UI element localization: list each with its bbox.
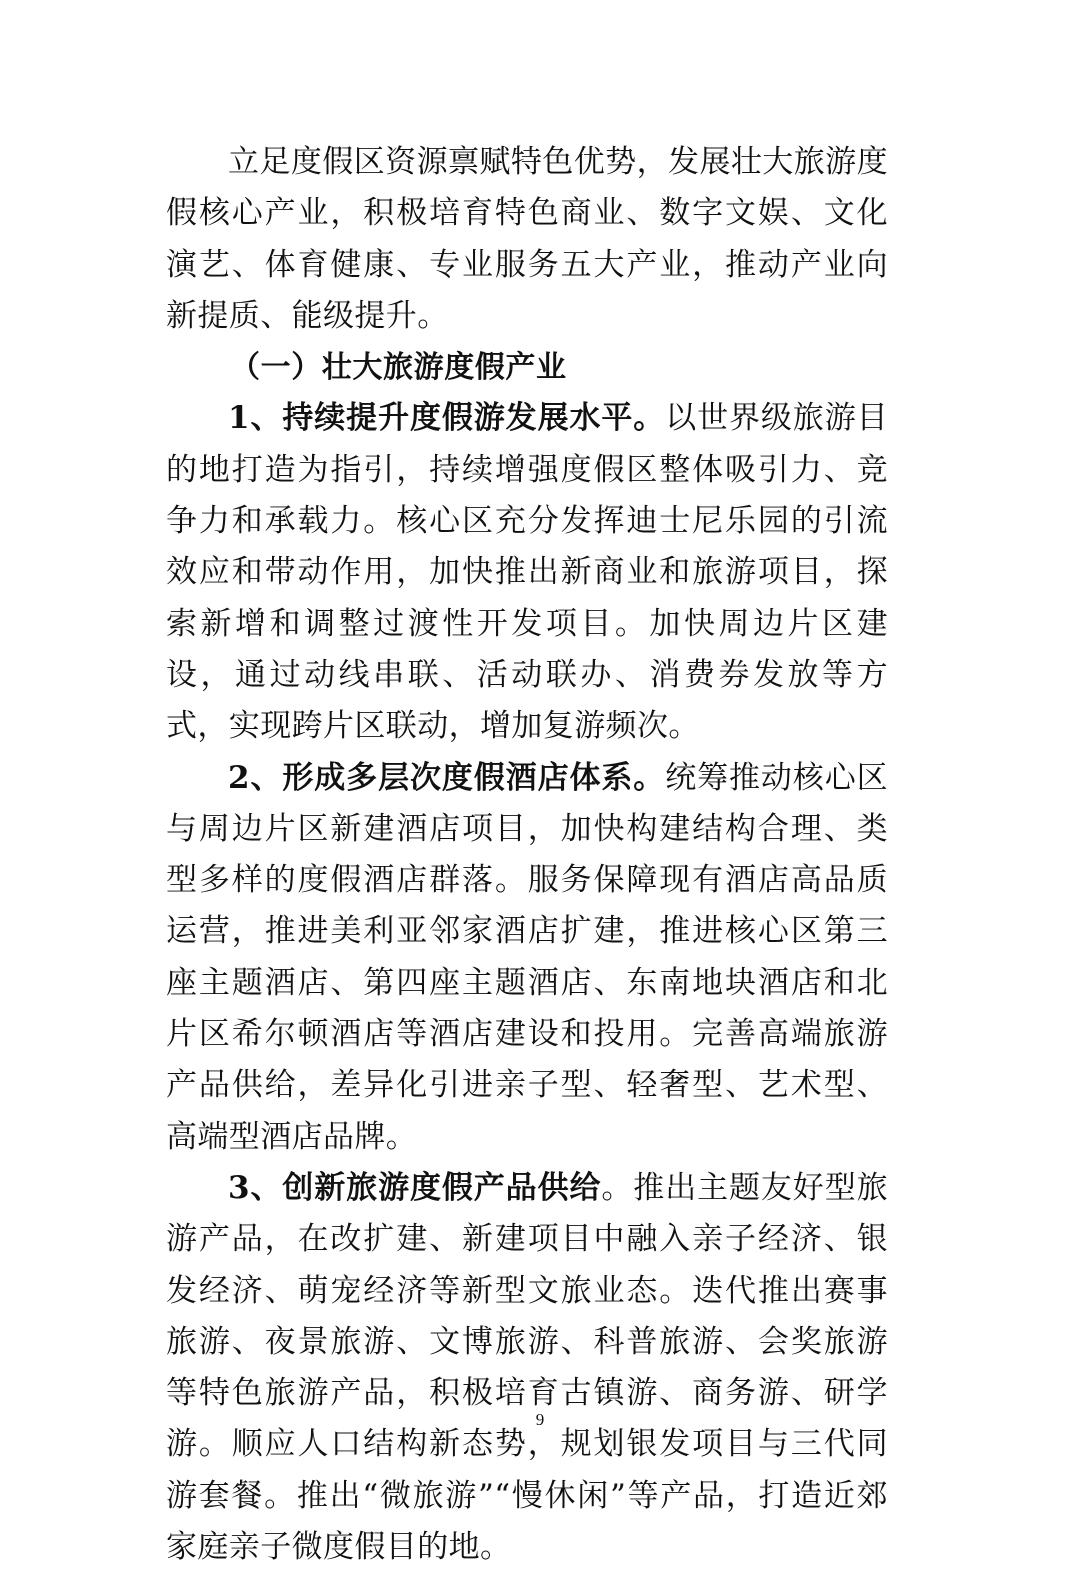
intro-paragraph: 立足度假区资源禀赋特色优势，发展壮大旅游度假核心产业，积极培育特色商业、数字文娱、文化演艺、体育健康、专业服务五大产业，推动产业向新提质、能级提升。 <box>166 144 888 334</box>
item-body-2: 统筹推动核心区与周边片区新建酒店项目，加快构建结构合理、类型多样的度假酒店群落。服务保障现有酒店高品质运营，推进美利亚邻家酒店扩建，推进核心区第三座主题酒店、第四座主题酒店、东南地块酒店和北片区希尔顿酒店等酒店建设和投用。完善高端旅游产品供给，差异化引进亲子型、轻奢型、艺术型、高端型酒店品牌。 <box>166 759 888 1155</box>
item-lead-2: 2、形成多层次度假酒店体系。 <box>228 759 666 796</box>
section-heading: （一）壮大旅游度假产业 <box>230 350 567 386</box>
item-lead-3: 3、创新旅游度假产品供给 <box>228 1169 602 1206</box>
item-body-3: 。推出主题友好型旅游产品，在改扩建、新建项目中融入亲子经济、银发经济、萌宠经济等新型文旅业态。迭代推出赛事旅游、夜景旅游、文博旅游、科普旅游、会奖旅游等特色旅游产品，积极培育古镇游、商务游、研学游。顺应人口结构新态势，规划银发项目与三代同游套餐。推出“微旅游”“慢休闲”等产品，打造近郊家庭亲子微度假目的地。 <box>166 1169 888 1566</box>
item-paragraph-2 <box>166 753 888 1163</box>
item-paragraph-1 <box>166 393 888 752</box>
page-number: 9 <box>535 1410 545 1429</box>
item-body-1: 以世界级旅游目的地打造为指引，持续增强度假区整体吸引力、竞争力和承载力。核心区充分发挥迪士尼乐园的引流效应和带动作用，加快推出新商业和旅游项目，探索新增和调整过渡性开发项目。加快周边片区建设，通过动线串联、活动联办、消费券发放等方式，实现跨片区联动，增加复游频次。 <box>166 400 888 745</box>
item-lead-1: 1、持续提升度假游发展水平。 <box>228 400 666 437</box>
item-paragraph-3 <box>166 1163 888 1573</box>
document-page <box>166 137 888 1573</box>
